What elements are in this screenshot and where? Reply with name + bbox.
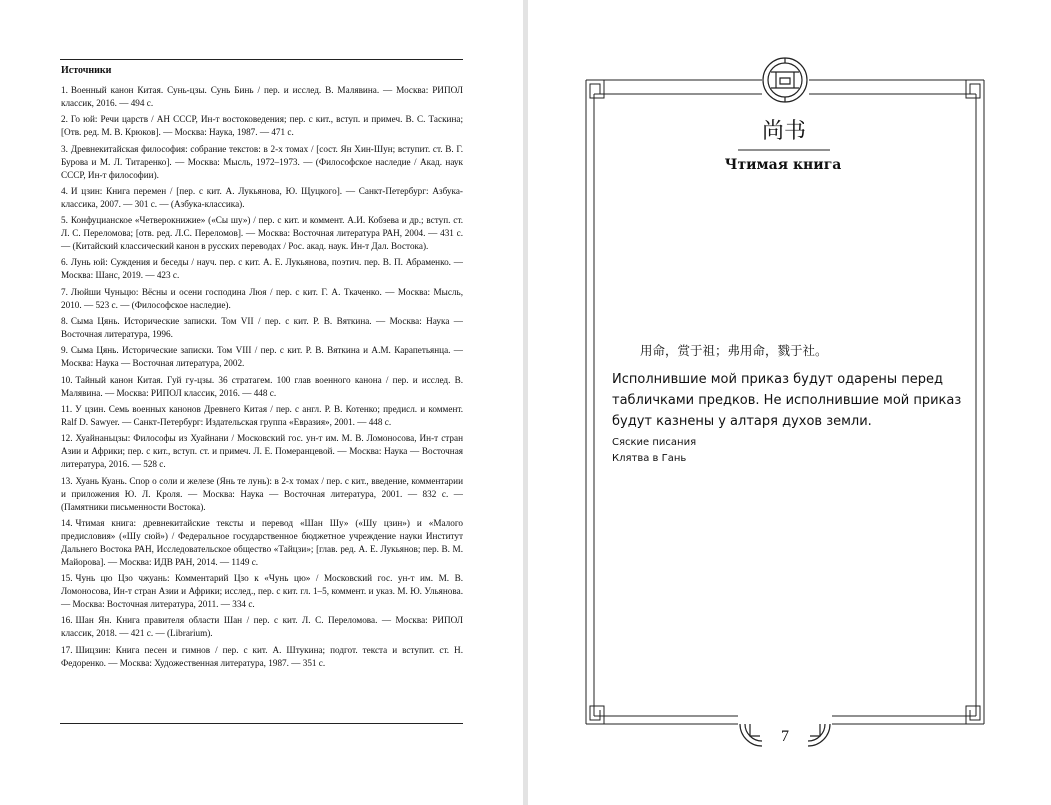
source-entry-text: Люйши Чуньцю: Вёсны и осени господина Люя / пер. с кит. Г. А. Ткаченко. — Москва: Мысль, 2010. — 523 с. — (Философское наследие). — [61, 286, 463, 310]
source-entry-number: 11. — [61, 403, 73, 414]
source-entry-number: 9. — [61, 345, 68, 356]
book-subtitle: Чтимая книга — [724, 157, 842, 173]
source-entry-number: 4. — [61, 185, 68, 196]
source-entry-text: Чтимая книга: древнекитайские тексты и перевод «Шан Шу» («Шу цзин») и «Малого предисловия» («Шу сюй») / Федеральное государственное бюджетное учреждение науки Институт Дальнего Востока РАН, Исследовательское общество «Тайцзи»; [глав. ред. А. Е. Лукьянов; пер. В. М. Майорова]. — Москва: ИДВ РАН, 2014. — 1149 с. — [61, 517, 463, 567]
source-entry-text: Сыма Цянь. Исторические записки. Том VIII / пер. с кит. Р. В. Вяткина и А.М. Карапетьянца. — Москва: Наука — Восточная литература, 2002. — [61, 345, 463, 369]
source-entry-text: Шицзин: Книга песен и гимнов / пер. с кит. А. Штукина; подгот. текста и вступит. ст. Н. Федоренко. — Москва: Художественная литература, 1987. — 351 с. — [61, 644, 463, 668]
quote-translation: Исполнившие мой приказ будут одарены перед табличками предков. Не исполнившие мой приказ будут казнены у алтаря духов земли. — [612, 372, 962, 429]
source-entry-number: 1. — [61, 85, 68, 95]
top-emblem-icon — [763, 58, 807, 102]
source-entry-number: 8. — [61, 316, 68, 327]
source-entry-text: Хуайнаньцзы: Философы из Хуайнани / Московский гос. ун-т им. М. В. Ломоносова, Ин-т стран Азии и Африки; пер. с кит., вступ. ст. и примеч. Л. Е. Померанцевой. — Москва: Наука — Восточная литература, 2016. — 528 с. — [61, 433, 463, 470]
source-entry-number: 7. — [61, 286, 68, 297]
quote-source-book: Сяские писания — [612, 437, 697, 448]
source-entry-number: 14. — [61, 517, 73, 528]
quote-chinese: 用命，赏于祖；弗用命，戮于社。 — [640, 343, 828, 358]
book-title-chinese: 尚书 — [761, 119, 806, 144]
source-entry-text: Сыма Цянь. Исторические записки. Том VII / пер. с кит. Р. В. Вяткина. — Москва: Наука — Восточная литература, 1996. — [61, 316, 463, 340]
source-entry-number: 2. — [61, 114, 68, 125]
source-entry-text: Шан Ян. Книга правителя области Шан / пер. с кит. Л. С. Переломова. — Москва: РИПОЛ классик, 2018. — 421 с. — (Librarium). — [61, 615, 463, 639]
source-entry-text: Военный канон Китая. Сунь-цзы. Сунь Бинь / пер. и исслед. В. Малявина. — Москва: РИПОЛ классик, 2016. — 494 с. — [61, 85, 463, 108]
source-entry-number: 17. — [61, 644, 73, 655]
source-entry-number: 16. — [61, 615, 73, 626]
source-entry-number: 13. — [61, 475, 73, 486]
source-entry-text: Чунь цю Цзо чжуань: Комментарий Цзо к «Чунь цю» / Московский гос. ун-т им. М. В. Ломоносова, Ин-т стран Азии и Африки; исслед., пер. с кит. гл. 1–5, коммент. и указ. М. Ю. Ульянова. — Москва: Восточная литература, 2011. — 334 с. — [61, 573, 463, 610]
source-entry-text: У цзин. Семь военных канонов Древнего Китая / пер. с англ. Р. В. Котенко; предисл. и коммент. Ralf D. Sawyer. — Санкт-Петербург: Издательская группа «Евразия», 2001. — 448 с. — [61, 403, 463, 427]
source-entry-text: Древнекитайская философия: собрание текстов: в 2-х томах / [сост. Ян Хин-Шун; вступит. ст. В. Г. Бурова и М. Л. Титаренко]. — Москва: Мысль, 1972–1973. — (Философское наследие / Акад. наук СССР, Ин-т философии). — [61, 143, 463, 180]
source-entry-number: 3. — [61, 143, 68, 154]
sources-heading: Источники — [61, 65, 112, 76]
source-entry-text: И цзин: Книга перемен / [пер. с кит. А. Лукьянова, Ю. Щуцкого]. — Санкт-Петербург: Азбука-классика, 2007. — 301 с. — (Азбука-классика). — [61, 185, 463, 209]
source-entry-text: Хуань Куань. Спор о соли и железе (Янь те лунь): в 2-х томах / пер. с кит., введение, комментарии и приложения Ю. Л. Кроля. — Москва: Наука — Восточная литература, 2001. — 832 с. — (Памятники письменности Востока). — [61, 475, 463, 512]
quote-source-chapter: Клятва в Гань — [612, 453, 687, 464]
source-entry-number: 15. — [61, 573, 73, 584]
source-entry-number: 12. — [61, 433, 73, 444]
source-entry-text: Конфуцианское «Четверокнижие» («Сы шу») / пер. с кит. и коммент. А.И. Кобзева и др.; вступ. ст. Л. С. Переломова; [отв. ред. Л.С. Переломов]. — Москва: Восточная литература РАН, 2004. — 431 с. — (Китайский классический канон в русских переводах / Рос. акад. наук. Ин-т Дал. Востока). — [61, 215, 463, 252]
source-entry-number: 6. — [61, 257, 68, 268]
source-entry-text: Тайный канон Китая. Гуй гу-цзы. 36 стратагем. 100 глав военного канона / пер. и исслед. В. Малявина. — Москва: РИПОЛ классик, 2016. — 448 с. — [61, 374, 463, 398]
page-number: 7 — [781, 728, 789, 745]
source-entry-number: 10. — [61, 374, 73, 385]
source-entry-text: Го юй: Речи царств / АН СССР, Ин-т востоковедения; пер. с кит., вступ. и примеч. В. С. Таскина; [Отв. ред. М. В. Крюков]. — Москва: Наука, 1987. — 471 с. — [61, 114, 463, 138]
source-entry-number: 5. — [61, 215, 68, 226]
source-entry-text: Лунь юй: Суждения и беседы / науч. пер. с кит. А. Е. Лукьянова, поэтич. пер. В. П. Абраменко. — Москва: Шанс, 2019. — 423 с. — [61, 257, 463, 281]
